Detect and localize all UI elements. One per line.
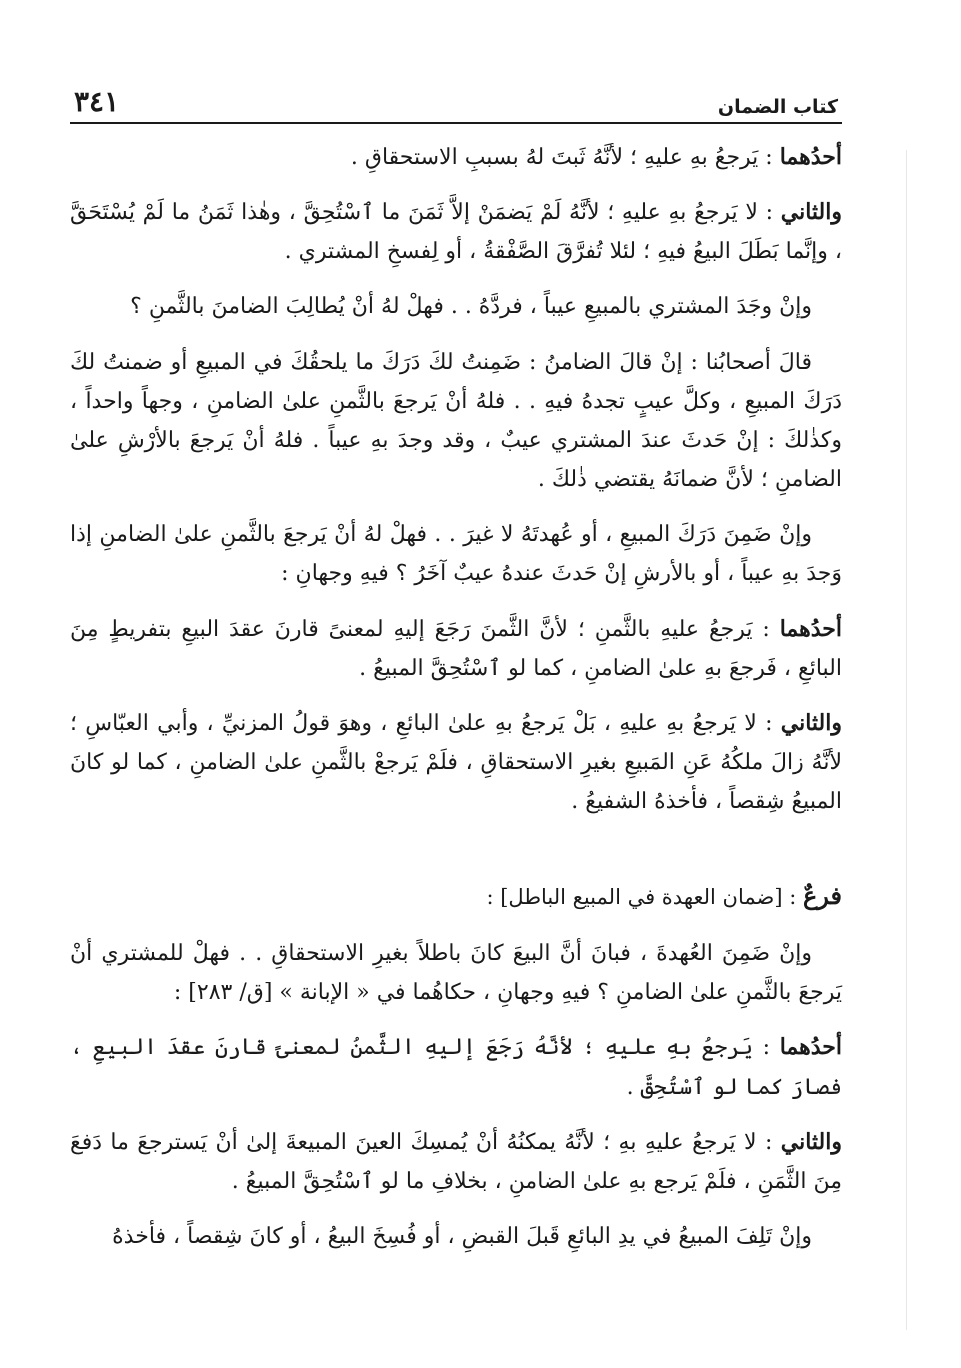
paragraph-text: وإنْ تَلِفَ المبيعُ في يدِ البائعِ قَبلَ القبضِ ، أو فُسِخَ البيعُ ، أو كانَ شِقصاً ، فأخذهُ bbox=[112, 1224, 812, 1249]
page-body bbox=[70, 138, 842, 1256]
paragraph-void-sale bbox=[70, 934, 842, 1012]
scan-edge-line bbox=[906, 150, 907, 1330]
paragraph-text: وإنْ وجَدَ المشتري بالمبيعِ عيباً ، فردَّهُ . . فهلْ لهُ أنْ يُطالِبَ الضامنَ بالثَّمنِ ؟ bbox=[130, 294, 812, 320]
branch-lead: فرعٌ bbox=[802, 881, 842, 911]
paragraph-text: : لا يَرجعُ بهِ عليهِ ؛ لأنَّهُ لَمْ يَضمَنْ إلاَّ ثَمَنَ ما ٱسْتُحِقَّ ، وهٰذا ثَمَنُ ما لَمْ يُسْتَحَقَّ ، وإنَّما بَطَلَ البيعُ فيهِ ؛ لئلا تُفرَّقَ الصَّفْقةُ ، أو لِفسخِ المشتري . bbox=[70, 200, 842, 265]
paragraph-first-view bbox=[70, 1028, 842, 1106]
paragraph-second-view bbox=[70, 1123, 842, 1201]
paragraph-text: وإنْ ضَمِنَ دَرَكَ المبيعِ ، أو عُهدتَهُ لا غيرَ . . فهلْ لهُ أنْ يَرجعَ بالثَّمنِ علىٰ الضامنِ إذا وَجدَ بهِ عيباً ، أو بالأرشِ إنْ حَدثَ عندهُ عيبٌ آخَرُ ؟ فيهِ وجهانِ : bbox=[70, 522, 842, 587]
paragraph-defect-question bbox=[70, 287, 842, 326]
book-page bbox=[70, 78, 842, 1272]
paragraph-perished-item bbox=[70, 1217, 842, 1256]
paragraph-text: وإنْ ضَمِنَ العُهدةَ ، فبانَ أنَّ البيعَ كانَ باطلاً بغيرِ الاستحقاقِ . . فهلْ للمشتري أنْ يَرجعَ بالثَّمنِ علىٰ الضامنِ ؟ فيهِ وجهانِ ، حكاهُما في « الإبانة » [ق/ ٢٨٣] : bbox=[70, 941, 842, 1006]
paragraph-first-view bbox=[70, 610, 842, 688]
paragraph-lead: أحدُهما bbox=[779, 615, 842, 642]
paragraph-text: : يَرجعُ عليهِ بالثَّمنِ ؛ لأنَّ الثَّمنَ رَجَعَ إليهِ لمعنىً قارنَ عقدَ البيعِ بتفريطٍ مِنَ البائعِ ، فَرجعَ بهِ علىٰ الضامنِ ، كما لو ٱسْتُحِقَّ المبيعُ . bbox=[70, 616, 842, 681]
paragraph-lead: والثاني bbox=[780, 1128, 842, 1155]
paragraph-companions-said bbox=[70, 343, 842, 500]
page-number: ٣٤١ bbox=[74, 85, 120, 118]
paragraph-text: قالَ أصحابُنا : إنْ قالَ الضامنُ : ضَمِنتُ لكَ دَرَكَ ما يلحقُكَ في المبيعِ أو ضمنتُ لكَ دَرَكَ المبيعِ ، وكلَّ عيبٍ تجدهُ فيهِ . . فلهُ أنْ يَرجعَ بالثَّمنِ علىٰ الضامنِ ، وجهاً واحداً ، وكذٰلكَ : إنْ حَدثَ عندَ المشتري عيبٌ ، وقد وجدَ بهِ عيباً . فلهُ أنْ يَرجعَ بالأرْشِ علىٰ الضامنِ ؛ لأنَّ ضمانَهُ يقتضي ذٰلكَ . bbox=[70, 349, 842, 493]
paragraph-second-view bbox=[70, 704, 842, 821]
paragraph-second-view bbox=[70, 193, 842, 271]
paragraph-guarantee-only bbox=[70, 515, 842, 593]
paragraph-lead: والثاني bbox=[780, 199, 842, 226]
paragraph-text: : لا يَرجعُ بهِ عليهِ ، بَلْ يَرجعُ بهِ علىٰ البائعِ ، وهوَ قولُ المزنيِّ ، وأبي العبّاسِ ؛ لأنَّهُ زالَ ملكُهُ عَنِ المَبيعِ بغيرِ الاستحقاقِ ، فلَمْ يَرجعْ بالثَّمنِ علىٰ الضامنِ ، كما لو كانَ المبيعُ شِقصاً ، فأخذهُ الشفيعُ . bbox=[70, 710, 842, 815]
book-title: كتاب الضمان bbox=[717, 96, 838, 118]
paragraph-lead: أحدُهما bbox=[779, 1034, 842, 1061]
paragraph-text: : لا يَرجعُ عليهِ بهِ ؛ لأنَّهُ يمكنُهُ أنْ يُمسِكَ العينَ المبيعةَ إلىٰ أنْ يَسترجعَ ما دَفعَ مِنَ الثَّمَنِ ، فلَمْ يَرجع بهِ علىٰ الضامنِ ، بخلافِ ما لو ٱسْتُحِقَّ المبيعُ . bbox=[70, 1129, 842, 1194]
paragraph-text: : يَرجعُ بهِ عليهِ ؛ لأنَّهُ رَجَعَ إليهِ الثَّمنُ لمعنىً قارنَ عقدَ البيعِ ، فصارَ كما لو ٱسْتُحِقَّ . bbox=[70, 1035, 842, 1100]
paragraph-text: : يَرجعُ بهِ عليهِ ؛ لأنَّهُ ثَبتَ لهُ بسببِ الاستحقاقِ . bbox=[350, 145, 780, 170]
branch-title: : [ضمان العهدة في المبيع الباطل] : bbox=[486, 885, 803, 910]
paragraph-first-view bbox=[70, 138, 842, 177]
paragraph-lead: والثاني bbox=[780, 709, 842, 736]
page-header bbox=[70, 78, 842, 124]
branch-heading bbox=[70, 875, 842, 918]
paragraph-lead: أحدُهما bbox=[779, 144, 842, 170]
